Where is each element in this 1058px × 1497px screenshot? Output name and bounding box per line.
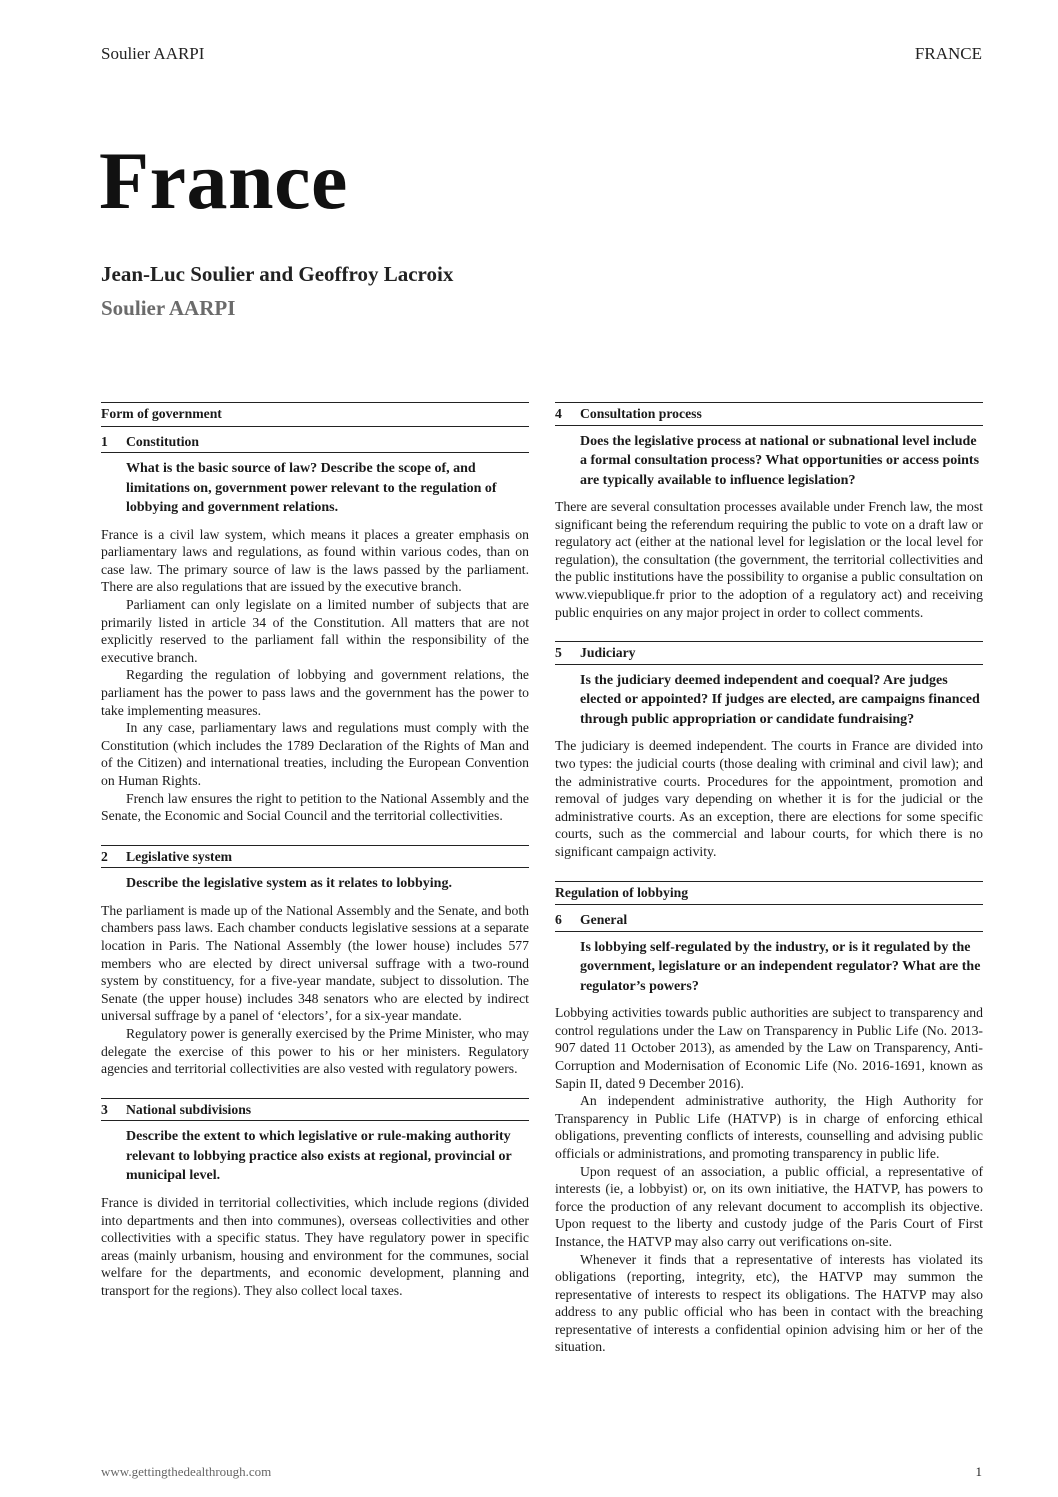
body-paragraph: An independent administrative authority, the High Authority for Transparency in Public Life (HATVP) is in charge of enforcing ethical obligations, preventing conflicts of interests, counselling and advising public officials or administrations, and promoting transparency in public life. (555, 1093, 983, 1161)
question-text: Is lobbying self-regulated by the industry, or is it regulated by the government, legislature or an independent regulator? What are the regulator’s powers? (580, 939, 981, 994)
question-heading-text: Judiciary (580, 645, 636, 661)
question-block-4 (555, 402, 983, 621)
firm-name: Soulier AARPI (101, 296, 236, 320)
body-paragraph: French law ensures the right to petition to the National Assembly and the Senate, the Economic and Social Council and the territorial collectivities. (101, 790, 529, 824)
running-header (101, 44, 982, 64)
right-column (555, 402, 983, 1376)
section-title-form-of-government: Form of government (101, 402, 529, 427)
question-heading-text: Legislative system (126, 848, 233, 864)
question-number: 5 (555, 645, 562, 661)
body-paragraph: Regarding the regulation of lobbying and government relations, the parliament has the power to pass laws and the government has the power to take implementing measures. (101, 667, 529, 718)
body-paragraph: Whenever it finds that a representative of interests has violated its obligations (reporting, integrity, etc), the HATVP may summon the representative of interests to respect its obligations. The HATVP may also address to any public official who has been in contact with the breaching representative of interests a confidential opinion advising him or her of the situation. (555, 1251, 983, 1355)
question-block-3 (101, 1098, 529, 1300)
running-header-right: FRANCE (914, 44, 982, 63)
footer-url[interactable]: www.gettingthedealthrough.com (101, 1464, 272, 1479)
question-heading-text: National subdivisions (126, 1101, 252, 1117)
question-text: Is the judiciary deemed independent and coequal? Are judges elected or appointed? If judges are elected, are campaigns financed through public appropriation or candidate fundraising? (580, 672, 980, 727)
body-paragraph: Regulatory power is generally exercised by the Prime Minister, who may delegate the exercise of this power to his or her ministers. Regulatory agencies and territorial collectivities are also vested with regulatory powers. (101, 1026, 529, 1077)
running-header-left: Soulier AARPI (101, 44, 205, 63)
question-heading (101, 433, 529, 454)
question-heading (555, 641, 983, 665)
section-title-regulation-of-lobbying: Regulation of lobbying (555, 881, 983, 906)
question-block-5 (555, 641, 983, 860)
body-paragraph: There are several consultation processes available under French law, the most significant being the referendum requiring the public to vote on a draft law or regulatory act (either at the national level for legislation or the local level for regulation), the consultation (the government, the territorial collectivities and the public institutions have the possibility to organise a public consultation on www.viepublique.fr prior to the adoption of a regulatory act) and receiving public enquiries on any major project in order to collect comments. (555, 499, 983, 620)
question-heading (101, 845, 529, 869)
question-text: Describe the extent to which legislative or rule-making authority relevant to lobbying practice also exists at regional, provincial or municipal level. (126, 1129, 512, 1184)
question-number: 6 (555, 912, 562, 928)
question-heading-text: Consultation process (580, 406, 702, 421)
page-title: France (99, 135, 348, 226)
question-heading (555, 911, 983, 932)
body-paragraph: Upon request of an association, a public official, a representative of interests (ie, a lobbyist) or, on its own initiative, the HATVP, has powers to force the production of any relevant document to accomplish its objective. Upon request to the liberty and custody judge of the Paris Court of First Instance, the HATVP may also carry out verifications on-site. (555, 1163, 983, 1249)
question-heading (555, 402, 983, 426)
question-number: 1 (101, 433, 108, 449)
body-paragraph: The parliament is made up of the National Assembly and the Senate, and both chambers pass laws. Each chamber conducts legislative sessions at a separate location in Paris. The National Assembly (the lower house) includes 577 members who are elected by direct universal suffrage with a two-round system by constituency, for a five-year mandate, subject to dissolution. The Senate (the upper house) includes 348 senators who are elected by indirect universal suffrage by a panel of ‘electors’, for a six-year mandate. (101, 902, 529, 1024)
body-paragraph: Lobbying activities towards public authorities are subject to transparency and control regulations under the Law on Transparency in Public Life (No. 2013-907 dated 11 October 2013), as amended by the Law on Transparency, Anti-Corruption and Modernisation of Economic Life (No. 2016-1691, known as Sapin II, dated 9 December 2016). (555, 1005, 983, 1091)
page-number: 1 (975, 1464, 982, 1479)
question-text: Describe the legislative system as it relates to lobbying. (126, 876, 452, 892)
question-number: 2 (101, 848, 108, 864)
body-paragraph: In any case, parliamentary laws and regulations must comply with the Constitution (which includes the 1789 Declaration of the Rights of Man and of the Citizen) and international treaties, including the European Convention on Human Rights. (101, 720, 529, 788)
question-heading-text: Constitution (126, 433, 200, 449)
question-heading-text: General (580, 912, 628, 928)
question-block-1 (101, 433, 529, 825)
question-block-6 (555, 911, 983, 1356)
question-number: 4 (555, 406, 562, 421)
body-paragraph: The judiciary is deemed independent. The courts in France are divided into two types: the judicial courts (those dealing with criminal and civil law); and the administrative courts. Procedures for the appointment, promotion and removal of judges vary depending on whether it is for the judicial or the administrative courts. As an exception, there are elections for some specific courts, such as the commercial and labour courts, for which there is no significant campaign activity. (555, 738, 983, 859)
question-text: What is the basic source of law? Describe the scope of, and limitations on, government power relevant to the regulation of lobbying and government relations. (126, 461, 497, 516)
question-block-2 (101, 845, 529, 1078)
body-paragraph: France is divided in territorial collectivities, which include regions (divided into departments and then into communes), overseas collectivities and other collectivities with a specific status. They have regulatory power in specific areas (mainly urbanism, housing and environment for the communes, social welfare for the departments, and economic development, planning and transport for the regions). They also collect local taxes. (101, 1194, 529, 1298)
body-paragraph: France is a civil law system, which means it places a greater emphasis on parliamentary laws and regulations, as found within various codes, than on case law. The primary source of law is the laws passed by the parliament. There are also regulations that are issued by the executive branch. (101, 526, 529, 595)
question-heading (101, 1098, 529, 1122)
authors: Jean-Luc Soulier and Geoffroy Lacroix (101, 262, 454, 286)
body-paragraph: Parliament can only legislate on a limited number of subjects that are primarily listed in article 34 of the Constitution. All matters that are not explicitly reserved to the parliament fall within the responsibility of the executive branch. (101, 597, 529, 665)
left-column (101, 402, 529, 1319)
question-number: 3 (101, 1101, 108, 1117)
question-text: Does the legislative process at national or subnational level include a formal consultation process? What opportunities or access points are typically available to influence legislation? (580, 433, 980, 488)
